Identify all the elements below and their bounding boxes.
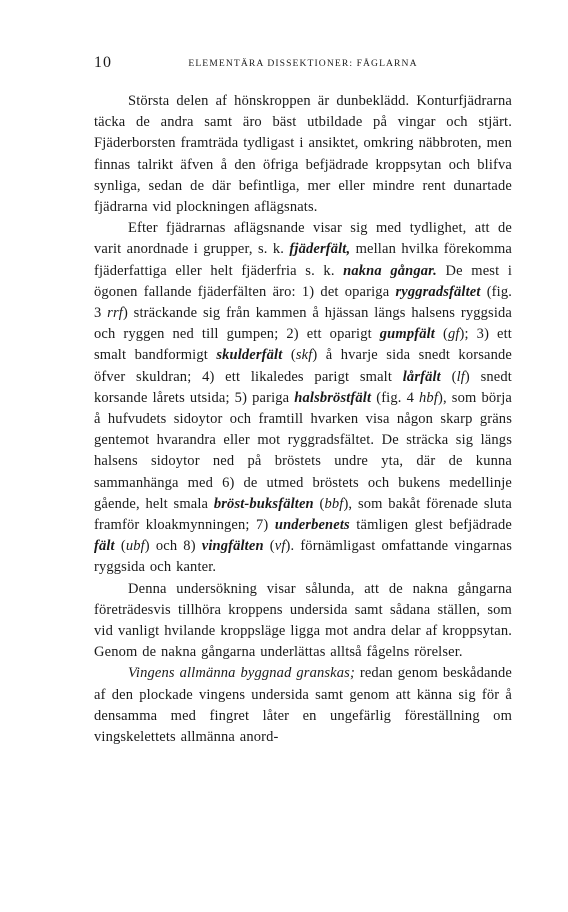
text-run: ( xyxy=(440,368,457,385)
text-run: tämligen glest befjädrade xyxy=(349,517,512,534)
emphasized-term: lårfält xyxy=(402,368,441,385)
running-title: ELEMENTÄRA DISSEKTIONER: FÅGLARNA xyxy=(188,58,418,69)
text-run: ); 3) ett smalt bandformigt xyxy=(94,326,512,364)
emphasized-term: skulderfält xyxy=(216,347,283,364)
emphasized-term: ryggradsfältet xyxy=(395,283,481,300)
emphasized-term: vingfälten xyxy=(201,538,264,555)
italic-text: skf xyxy=(295,347,313,364)
text-run: (fig. 3 xyxy=(94,283,513,322)
book-page xyxy=(94,54,512,748)
italic-text: vf xyxy=(274,538,286,555)
text-run: ( xyxy=(114,538,126,555)
text-run: ) å hvarje sida snedt korsande öfver skuldran; 4) ett likaledes parigt smalt xyxy=(94,347,512,385)
text-run: (fig. 4 xyxy=(371,389,420,406)
text-run: ( xyxy=(263,538,275,555)
text-run: Största delen af hönskroppen är dunbeklädd. Konturfjädrarna täcka de andra samt äro bäst utbildade på vingar och stjärt. Fjäderborsten framträda tydligast i ansiktet, omkring näbbroten, men finnas talrikt äfven å den öfriga befjädrade kroppsytan och blifva synliga, sedan de där befintliga, mer eller mindre rent dunartade fjädrarna vid plockningen aflägsnats. xyxy=(94,93,512,216)
text-run: ( xyxy=(434,326,448,343)
emphasized-term: nakna gångar. xyxy=(343,262,437,279)
paragraph xyxy=(94,218,512,578)
emphasized-term: halsbröstfält xyxy=(294,389,372,406)
emphasized-term: gumpfält xyxy=(379,326,435,343)
text-run: De mest i ögonen fallande fjäderfälten äro: 1) det opariga xyxy=(94,262,512,300)
paragraph xyxy=(94,91,512,218)
emphasized-term: fält xyxy=(94,538,115,555)
emphasized-term: bröst-buksfälten xyxy=(213,495,314,512)
text-run: ( xyxy=(313,495,325,512)
body-text xyxy=(94,91,512,748)
text-run: ). förnämligast omfattande vingarnas ryggsida och kanter. xyxy=(94,538,512,576)
text-run: ( xyxy=(282,347,296,364)
italic-text: bbf xyxy=(324,495,344,512)
paragraph xyxy=(94,579,512,664)
text-run: ), som börja å hufvudets sidoytor och framtill hvarken visa någon skarp gräns gentemot hvarandra eller mot ryggradsfältet. De sträcka sig längs halsens sidoytor ned på bröstets undre yta, där de kunna sammanhänga med 6) de utmed bröstets och bukens medellinje gående, helt smala xyxy=(94,389,512,512)
italic-text: lf xyxy=(456,368,465,385)
page-number: 10 xyxy=(94,54,112,71)
italic-text: ubf xyxy=(125,538,145,555)
text-run: ), som bakåt förenade sluta framför kloakmynningen; 7) xyxy=(94,495,512,534)
italic-text: hbf xyxy=(419,389,438,406)
italic-text: gf xyxy=(447,326,460,343)
text-run: mellan hvilka förekomma fjäderfattiga eller helt fjäderfria s. k. xyxy=(94,241,512,279)
emphasized-term: fjäderfält, xyxy=(289,241,351,258)
text-run: Denna undersökning visar sålunda, att de nakna gångarna företrädesvis tillhöra kroppens undersida samt sådana ställen, som vid vanligt hvilande kroppsläge ligga mot andra delar af kroppsytan. Genom de nakna gångarna underlättas alltså fågelns rörelser. xyxy=(94,580,512,661)
running-head xyxy=(94,54,512,76)
text-run: Efter fjädrarnas aflägsnande visar sig med tydlighet, att de varit anordnade i grupper, s. k. xyxy=(94,220,512,258)
emphasized-term: underbenets xyxy=(274,517,350,534)
italic-text: rrf xyxy=(107,305,123,322)
paragraph xyxy=(94,663,512,748)
text-run: ) snedt korsande lårets utsida; 5) pariga xyxy=(94,368,512,406)
text-run: redan genom beskådande af den plockade vingens undersida samt genom att känna sig för å densamma med fingret låter en ungefärlig föreställning om vingskelettets allmänna anord- xyxy=(94,665,512,746)
text-run: ) och 8) xyxy=(144,538,202,555)
text-run: ) sträckande sig från kammen å hjässan längs halsens ryggsida och ryggen ned till gumpen; 2) ett oparigt xyxy=(94,305,512,343)
italic-text: Vingens allmänna byggnad granskas; xyxy=(128,665,355,682)
